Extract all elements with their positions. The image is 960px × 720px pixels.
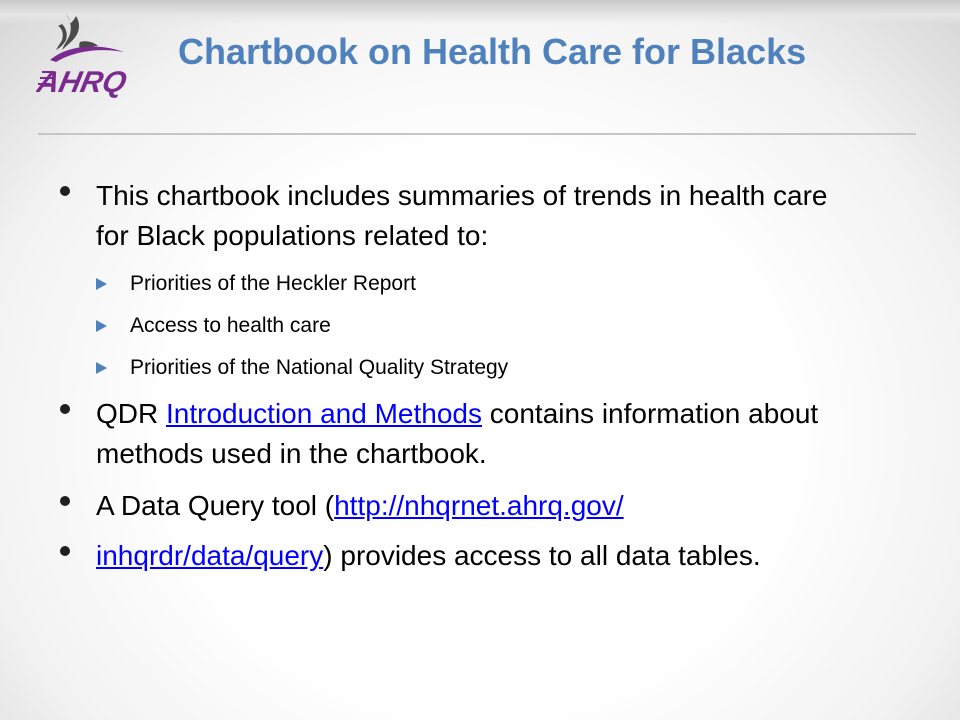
bullet-pre-text: QDR [96, 398, 166, 429]
nhqrnet-link[interactable]: http://nhqrnet.ahrq.gov/ [334, 490, 624, 521]
introduction-methods-link[interactable]: Introduction and Methods [166, 398, 482, 429]
bullet-text: This chartbook includes summaries of trends in health care for Black populations related to: [96, 180, 828, 251]
data-query-link[interactable]: inhqrdr/data/query [96, 540, 324, 571]
hhs-eagle-ahrq-logo-icon [36, 6, 146, 98]
svg-text:AHRQ: AHRQ [36, 66, 130, 98]
bullet-pre-text: A Data Query tool ( [96, 490, 335, 521]
slide-title: Chartbook on Health Care for Blacks [178, 31, 807, 72]
triangle-marker-icon [96, 362, 107, 374]
ahrq-logo [36, 6, 146, 98]
bullet-text [96, 536, 856, 576]
bullet-post-text: contains information about methods used in the chartbook. [96, 398, 819, 469]
bullet-text [96, 486, 856, 526]
sub-bullet-text: Access to health care [130, 314, 331, 337]
hhs-eagle-icon [56, 14, 98, 52]
bullet-dot-icon [60, 186, 70, 196]
triangle-marker-icon [96, 320, 107, 332]
sub-bullet-text: Priorities of the National Quality Strategy [130, 356, 509, 379]
bullet-dot-icon [60, 404, 70, 414]
bullet-post-text: ) provides access to all data tables. [323, 540, 761, 571]
sub-bullet-text: Priorities of the Heckler Report [130, 272, 416, 295]
title-divider [38, 133, 916, 135]
bullet-dot-icon [60, 546, 70, 556]
ahrq-swoosh-icon [50, 46, 124, 62]
triangle-marker-icon [96, 278, 107, 290]
bullet-dot-icon [60, 496, 70, 506]
bullet-text [96, 394, 856, 474]
